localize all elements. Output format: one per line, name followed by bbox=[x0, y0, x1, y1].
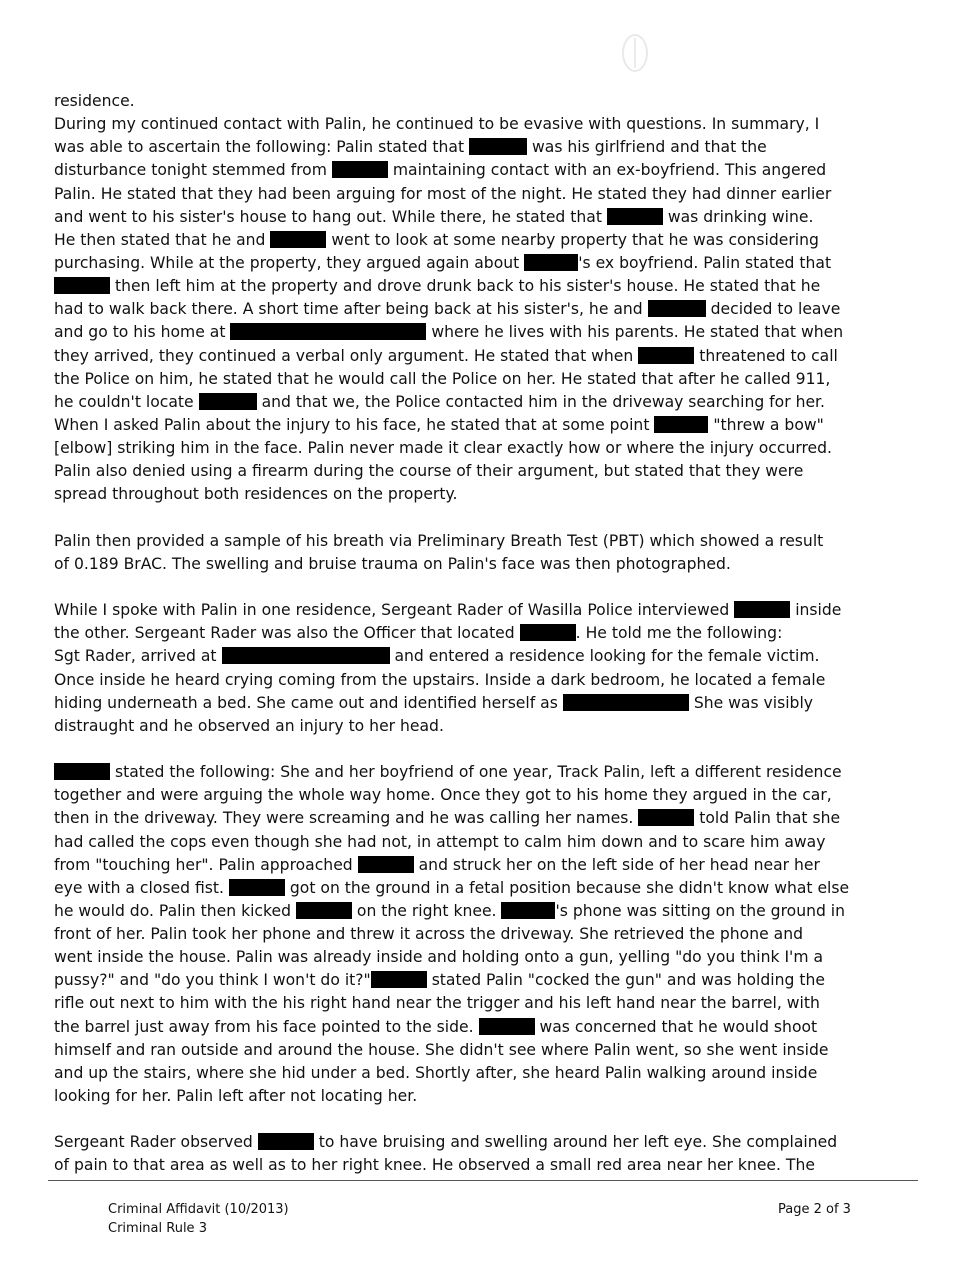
redaction-box bbox=[230, 323, 426, 340]
text-line: had called the cops even though she had not, in attempt to calm him down and to scare him away bbox=[54, 832, 826, 851]
text-line: Palin then provided a sample of his breath via Preliminary Breath Test (PBT) which showed a result bbox=[54, 531, 824, 550]
redaction-box bbox=[296, 902, 352, 919]
text-line: was able to ascertain the following: Palin stated that was his girlfriend and that the bbox=[54, 138, 767, 157]
text-line: purchasing. While at the property, they argued again about 's ex boyfriend. Palin stated that bbox=[54, 253, 832, 272]
redaction-box bbox=[520, 624, 576, 641]
redaction-box bbox=[654, 416, 708, 433]
text-line: distraught and he observed an injury to her head. bbox=[54, 716, 444, 735]
text-line: [elbow] striking him in the face. Palin never made it clear exactly how or where the injury occurred. bbox=[54, 439, 832, 458]
text-line: himself and ran outside and around the house. She didn't see where Palin went, so she went inside bbox=[54, 1040, 829, 1059]
text-line: then in the driveway. They were screaming and he was calling her names. told Palin that she bbox=[54, 809, 841, 828]
text-line: and up the stairs, where she hid under a bed. Shortly after, she heard Palin walking around inside bbox=[54, 1063, 818, 1082]
redaction-box bbox=[607, 208, 663, 225]
text-line: Sgt Rader, arrived at and entered a residence looking for the female victim. bbox=[54, 647, 820, 666]
text-line: Sergeant Rader observed to have bruising and swelling around her left eye. She complained bbox=[54, 1133, 838, 1152]
affidavit-body bbox=[54, 90, 916, 1178]
text-line: then left him at the property and drove drunk back to his sister's house. He stated that he bbox=[54, 275, 916, 298]
redaction-box bbox=[332, 161, 388, 178]
redaction-box bbox=[222, 647, 390, 664]
text-line: they arrived, they continued a verbal only argument. He stated that when threatened to call bbox=[54, 346, 838, 365]
text-line: Once inside he heard crying coming from the upstairs. Inside a dark bedroom, he located a female bbox=[54, 670, 826, 689]
redaction-box bbox=[638, 347, 694, 364]
text-line: He then stated that he and went to look at some nearby property that he was considering bbox=[54, 230, 819, 249]
page-number: Page 2 of 3 bbox=[778, 1202, 851, 1217]
text-line: from "touching her". Palin approached and struck her on the left side of her head near her bbox=[54, 855, 820, 874]
court-rule: Criminal Rule 3 bbox=[108, 1221, 207, 1236]
text-line: spread throughout both residences on the property. bbox=[54, 485, 458, 504]
text-line: stated the following: She and her boyfriend of one year, Track Palin, left a different residence bbox=[54, 761, 916, 784]
text-line: together and were arguing the whole way home. Once they got to his home they argued in the car, bbox=[54, 786, 832, 805]
text-line: front of her. Palin took her phone and threw it across the driveway. She retrieved the phone and bbox=[54, 925, 803, 944]
form-name: Criminal Affidavit (10/2013) bbox=[108, 1202, 289, 1217]
text-line: the other. Sergeant Rader was also the Officer that located . He told me the following: bbox=[54, 624, 783, 643]
redaction-box bbox=[469, 138, 527, 155]
footer-form-info bbox=[108, 1200, 289, 1238]
redaction-box bbox=[258, 1133, 314, 1150]
text-line: residence. bbox=[54, 92, 135, 110]
redaction-box bbox=[648, 300, 706, 317]
text-line: and went to his sister's house to hang out. While there, he stated that was drinking wine. bbox=[54, 207, 814, 226]
text-line: had to walk back there. A short time after being back at his sister's, he and decided to leave bbox=[54, 300, 841, 319]
redaction-box bbox=[54, 277, 110, 294]
redaction-box bbox=[371, 971, 427, 988]
text-line: he would do. Palin then kicked on the right knee. 's phone was sitting on the ground in bbox=[54, 901, 846, 920]
text-line: the barrel just away from his face pointed to the side. was concerned that he would shoot bbox=[54, 1017, 818, 1036]
text-line: Palin. He stated that they had been arguing for most of the night. He stated they had dinner earlier bbox=[54, 184, 832, 203]
text-line: the Police on him, he stated that he would call the Police on her. He stated that after he called 911, bbox=[54, 369, 831, 388]
redaction-box bbox=[563, 694, 689, 711]
text-line: pussy?" and "do you think I won't do it?" stated Palin "cocked the gun" and was holding the bbox=[54, 971, 825, 990]
footer-divider bbox=[48, 1180, 918, 1181]
redaction-box bbox=[524, 254, 578, 271]
text-line: While I spoke with Palin in one residence, Sergeant Rader of Wasilla Police interviewed inside bbox=[54, 601, 842, 620]
text-line: of pain to that area as well as to her right knee. He observed a small red area near her knee. The bbox=[54, 1156, 815, 1175]
redaction-box bbox=[734, 601, 790, 618]
redaction-box bbox=[229, 879, 285, 896]
redaction-box bbox=[54, 763, 110, 780]
redaction-box bbox=[199, 393, 257, 410]
text-line: During my continued contact with Palin, he continued to be evasive with questions. In summary, I bbox=[54, 115, 820, 134]
text-line: looking for her. Palin left after not locating her. bbox=[54, 1087, 418, 1106]
redaction-box bbox=[358, 856, 414, 873]
text-line: and go to his home at where he lives with his parents. He stated that when bbox=[54, 323, 844, 342]
text-line: rifle out next to him with the his right hand near the trigger and his left hand near the barrel, with bbox=[54, 994, 820, 1013]
text-line: he couldn't locate and that we, the Police contacted him in the driveway searching for her. bbox=[54, 392, 825, 411]
text-line: of 0.189 BrAC. The swelling and bruise trauma on Palin's face was then photographed. bbox=[54, 554, 731, 573]
redaction-box bbox=[479, 1018, 535, 1035]
redaction-box bbox=[501, 902, 555, 919]
text-line: went inside the house. Palin was already inside and holding onto a gun, yelling "do you think I'm a bbox=[54, 948, 824, 967]
text-line: When I asked Palin about the injury to his face, he stated that at some point "threw a bow" bbox=[54, 415, 824, 434]
watermark-seal-icon bbox=[622, 34, 648, 72]
text-line: hiding underneath a bed. She came out and identified herself as She was visibly bbox=[54, 693, 814, 712]
redaction-box bbox=[270, 231, 326, 248]
redaction-box bbox=[638, 809, 694, 826]
text-line: Palin also denied using a firearm during the course of their argument, but stated that they were bbox=[54, 462, 804, 481]
text-line: disturbance tonight stemmed from maintaining contact with an ex-boyfriend. This angered bbox=[54, 161, 827, 180]
text-line: eye with a closed fist. got on the ground in a fetal position because she didn't know what else bbox=[54, 878, 850, 897]
